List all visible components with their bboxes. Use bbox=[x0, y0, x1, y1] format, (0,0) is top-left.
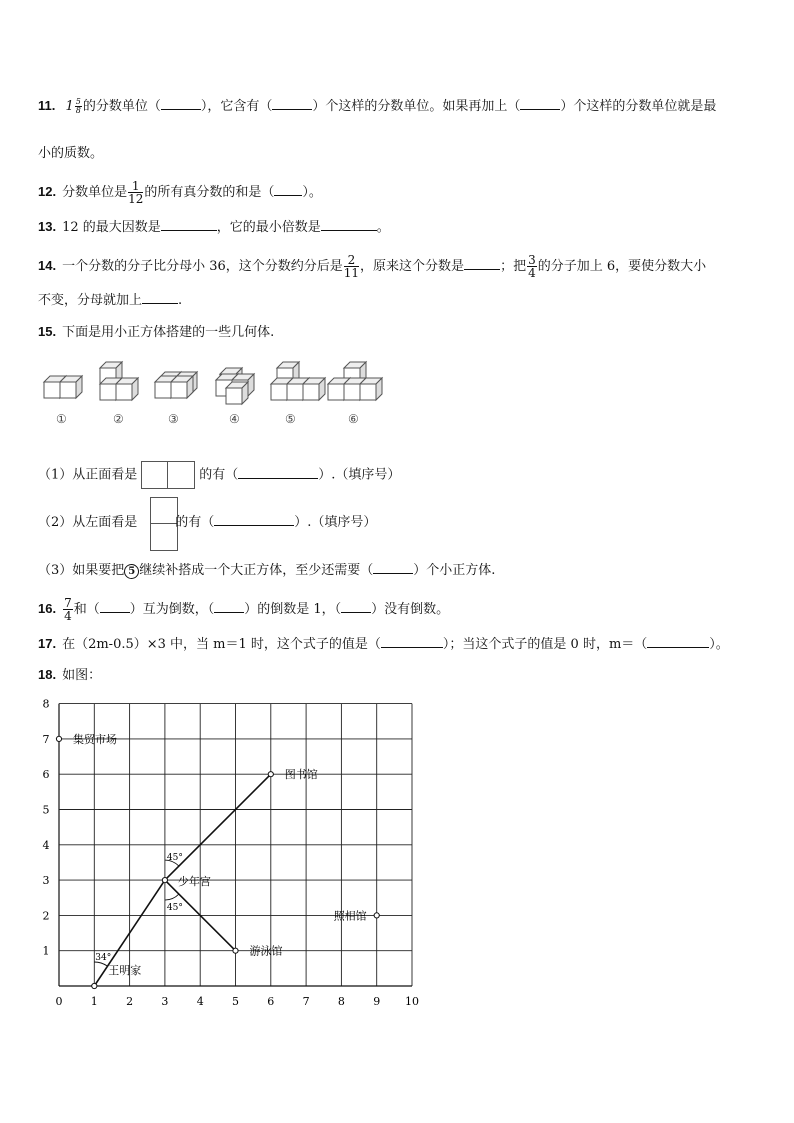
numerator: 7 bbox=[64, 596, 72, 610]
x-tick-label: 9 bbox=[373, 995, 381, 1008]
location-point bbox=[92, 983, 97, 988]
denominator: 4 bbox=[528, 266, 536, 280]
x-tick-label: 2 bbox=[126, 995, 134, 1008]
text: ），它含有（ bbox=[200, 99, 273, 114]
text: （1）从正面看是 bbox=[38, 467, 138, 483]
figure-label: ⑥ bbox=[348, 412, 359, 426]
location-label: 少年宫 bbox=[177, 875, 211, 889]
text: ）.（填序号） bbox=[318, 467, 401, 483]
text: ）。 bbox=[709, 637, 729, 652]
numerator: 1 bbox=[128, 180, 143, 193]
y-tick-label: 6 bbox=[42, 768, 50, 782]
text: （3）如果要把 bbox=[38, 563, 125, 578]
text: 小的质数。 bbox=[38, 146, 104, 161]
text: 的所有真分数的和是（ bbox=[144, 185, 275, 200]
x-tick-label: 5 bbox=[232, 995, 239, 1008]
x-tick-label: 4 bbox=[196, 995, 204, 1008]
angle-arc bbox=[165, 894, 179, 900]
x-tick-label: 8 bbox=[337, 995, 345, 1008]
location-label: 图书馆 bbox=[284, 768, 318, 782]
location-label: 王明家 bbox=[108, 964, 142, 977]
text: ，它的最小倍数是 bbox=[216, 220, 321, 235]
text: ）没有倒数。 bbox=[371, 602, 450, 617]
text: ，原来这个分数是 bbox=[360, 259, 465, 274]
y-tick-label: 7 bbox=[42, 732, 50, 746]
angle-label: 34° bbox=[95, 953, 112, 963]
location-point bbox=[162, 878, 167, 883]
y-tick-label: 4 bbox=[42, 838, 50, 852]
y-tick-label: 8 bbox=[42, 697, 50, 711]
text: 下面是用小正方体搭建的一些几何体. bbox=[62, 325, 275, 340]
question-number: 16. bbox=[38, 601, 57, 616]
text: ）.（填序号） bbox=[294, 515, 377, 530]
location-point bbox=[233, 948, 238, 953]
text: 如图： bbox=[62, 668, 102, 683]
mixed-number-whole: 1 bbox=[65, 99, 74, 114]
denominator: 12 bbox=[128, 192, 144, 206]
text: ）。 bbox=[302, 185, 322, 200]
x-tick-label: 6 bbox=[267, 995, 275, 1008]
numerator: 5 bbox=[75, 97, 81, 106]
y-tick-label: 5 bbox=[42, 803, 50, 817]
route-segment bbox=[165, 774, 271, 880]
figure-label: ① bbox=[56, 412, 67, 426]
y-tick-label: 3 bbox=[42, 874, 50, 888]
location-label: 照相馆 bbox=[333, 909, 367, 923]
question-number: 13. bbox=[38, 219, 57, 234]
location-point bbox=[374, 913, 379, 918]
location-label: 游泳馆 bbox=[249, 944, 283, 958]
text: ）个小正方体. bbox=[413, 563, 496, 578]
text: ；把 bbox=[500, 259, 527, 274]
text: 一个分数的分子比分母小 36，这个分数约分后是 bbox=[62, 259, 343, 274]
text: ）个这样的分数单位。如果再加上（ bbox=[312, 99, 521, 114]
text: . bbox=[178, 293, 183, 308]
text: （2）从左面看是 bbox=[38, 515, 138, 530]
question-number: 15. bbox=[38, 324, 57, 339]
text: 。 bbox=[376, 220, 390, 235]
figure-label: ② bbox=[113, 412, 124, 426]
denominator: 4 bbox=[64, 609, 72, 623]
denominator: 8 bbox=[75, 106, 81, 115]
text: 的分子加上 6，要使分数大小 bbox=[537, 259, 707, 274]
text: ）互为倒数，（ bbox=[129, 602, 215, 617]
text: ）的倒数是 1，（ bbox=[244, 602, 342, 617]
numerator: 2 bbox=[344, 254, 359, 267]
question-number: 12. bbox=[38, 184, 57, 199]
location-point bbox=[56, 736, 61, 741]
x-tick-label: 0 bbox=[55, 995, 63, 1008]
circled-number: 5 bbox=[124, 564, 139, 579]
text: 不变，分母就加上 bbox=[38, 293, 143, 308]
question-number: 18. bbox=[38, 667, 57, 682]
question-number: 11. bbox=[38, 98, 56, 113]
x-tick-label: 3 bbox=[161, 995, 169, 1008]
text: 在（2m-0.5）×3 中，当 m＝1 时，这个式子的值是（ bbox=[62, 637, 381, 652]
text: 12 的最大因数是 bbox=[62, 220, 161, 235]
text: 的有（ bbox=[175, 515, 215, 530]
text: ）个这样的分数单位就是最 bbox=[560, 99, 717, 114]
angle-label: 45° bbox=[166, 853, 183, 864]
text: 的有（ bbox=[199, 467, 239, 483]
numerator: 3 bbox=[528, 253, 536, 267]
y-tick-label: 1 bbox=[42, 944, 50, 958]
question-number: 17. bbox=[38, 636, 57, 651]
figure-label: ④ bbox=[229, 412, 240, 426]
question-number: 14. bbox=[38, 258, 57, 273]
location-label: 集贸市场 bbox=[73, 732, 117, 746]
x-tick-label: 10 bbox=[405, 995, 419, 1008]
figure-label: ③ bbox=[168, 412, 179, 426]
text: 分数单位是 bbox=[62, 185, 128, 200]
y-tick-label: 2 bbox=[42, 909, 50, 923]
x-tick-label: 7 bbox=[302, 995, 310, 1008]
denominator: 11 bbox=[343, 266, 360, 280]
text: 的分数单位（ bbox=[82, 99, 161, 114]
angle-label: 45° bbox=[166, 903, 183, 914]
text: 和（ bbox=[73, 602, 100, 617]
text: ）；当这个式子的值是 0 时，m＝（ bbox=[442, 637, 648, 652]
location-point bbox=[268, 772, 273, 777]
x-tick-label: 1 bbox=[90, 995, 98, 1008]
figure-label: ⑤ bbox=[285, 412, 296, 426]
text: 继续补搭成一个大正方体，至少还需要（ bbox=[139, 563, 374, 578]
